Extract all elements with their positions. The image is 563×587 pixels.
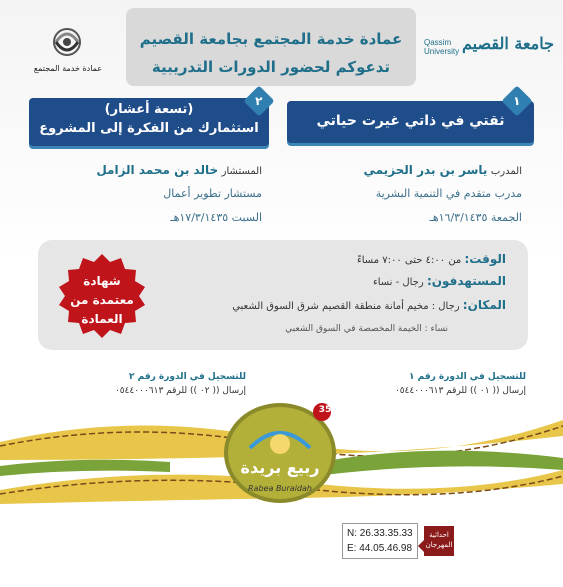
header-banner — [126, 8, 416, 86]
course-2-title-line2: استثمارك من الفكرة إلى المشروع — [39, 121, 259, 136]
trainer-role: مستشار تطوير أعمال — [163, 187, 262, 200]
course-date: الجمعة ١٦/٣/١٤٣٥هـ — [429, 211, 522, 224]
header-subtitle: تدعوكم لحضور الدورات التدريبية — [151, 58, 391, 76]
course-1-number-badge: ١ — [501, 85, 532, 116]
time-row: الوقت: من ٤:٠٠ حتى ٧:٠٠ مساءً — [357, 252, 506, 266]
festival-coordinates — [342, 523, 418, 559]
trainer-role: مدرب متقدم في التنمية البشرية — [375, 187, 522, 200]
trainer-name: ياسر بن بدر الحزيمي — [363, 163, 488, 177]
trainer-label: المدرب — [490, 166, 522, 177]
course-1-details — [300, 158, 522, 230]
registration-title: للتسجيل في الدورة رقم ١ — [409, 372, 526, 382]
seal-line-2: معتمدة من — [70, 293, 134, 307]
audience-row: المستهدفون: رجال - نساء — [373, 274, 506, 288]
university-arabic-name: جامعة القصيم — [462, 34, 554, 53]
deanship-caption: عمادة خدمة المجتمع — [33, 64, 103, 73]
registration-title: للتسجيل في الدورة رقم ٢ — [129, 372, 246, 382]
trainer-name: خالد بن محمد الزامل — [96, 163, 219, 177]
course-2-details — [40, 158, 262, 230]
university-english-name: Qassim University — [424, 38, 460, 56]
header-title: عمادة خدمة المجتمع بجامعة القصيم — [139, 30, 403, 48]
course-2-banner — [29, 98, 269, 146]
trainer-label: المستشار — [221, 166, 262, 177]
place-row: المكان: رجال : مخيم أمانة منطقة القصيم شرق السوق الشعبي — [232, 298, 506, 312]
course-1-title: ثقتي في ذاتي غيرت حياتي — [316, 113, 505, 129]
coordinate-east: E: 44.05.46.98 — [347, 543, 413, 554]
community-service-deanship-logo — [20, 18, 116, 80]
emblem-arabic-title: ربيع بريدة — [240, 458, 320, 477]
place-women-row: نساء : الخيمة المخصصة في السوق الشعبي — [285, 324, 448, 334]
seal-line-1: شهادة — [83, 274, 121, 288]
deanship-emblem-icon — [42, 22, 92, 62]
course-2-number-badge: ٢ — [243, 85, 274, 116]
coordinate-north: N: 26.33.35.33 — [347, 528, 413, 539]
emblem-english-title: Rabea Buraidah — [248, 484, 312, 493]
registration-course-1 — [356, 372, 526, 399]
qassim-university-logo — [424, 30, 554, 70]
course-2-title-line1: (تسعة أعشار) — [104, 102, 194, 117]
course-date: السبت ١٧/٣/١٤٣٥هـ — [170, 211, 262, 224]
registration-course-2 — [76, 372, 246, 399]
course-1-banner — [287, 101, 534, 143]
registration-sms: إرسال (( ٠١ )) للرقم ٠٥٤٤٠٠٠٦١٣ — [394, 386, 526, 396]
coordinates-label: احداثية المهرجان — [424, 526, 454, 556]
coordinates-arrow-icon — [418, 540, 424, 552]
seal-line-3: العمادة — [81, 312, 123, 326]
emblem-number: 35 — [318, 405, 332, 415]
registration-sms: إرسال (( ٠٢ )) للرقم ٠٥٤٤٠٠٠٦١٣ — [114, 386, 246, 396]
certificate-seal — [54, 252, 150, 348]
